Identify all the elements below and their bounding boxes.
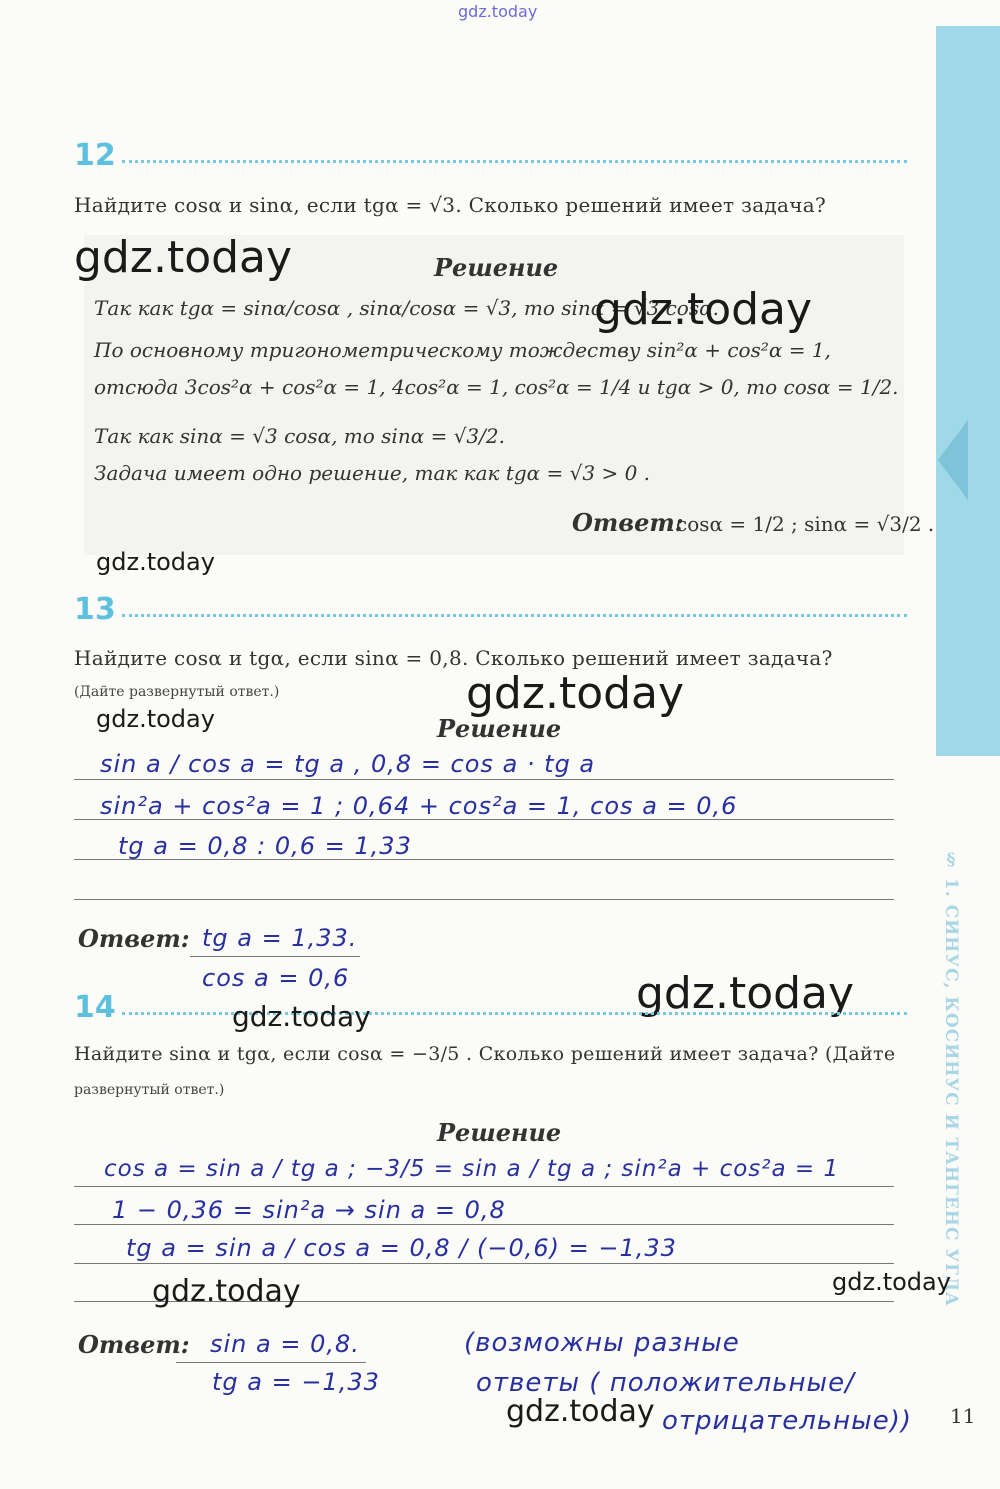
watermark-3: gdz.today <box>96 548 215 576</box>
task-12-question: Найдите cosα и sinα, если tgα = √3. Сколько решений имеет задача? <box>74 193 827 217</box>
chapter-title-vertical: § 1. СИНУС, КОСИНУС И ТАНГЕНС УГЛА <box>941 850 961 1307</box>
task-14-solution-heading: Решение <box>437 1118 562 1147</box>
watermark-6: gdz.today <box>636 968 855 1019</box>
task-14-answer-1: sin a = 0,8. <box>210 1330 360 1358</box>
task-12-line-2: По основному тригонометрическому тождеству sin²α + cos²α = 1, <box>94 338 831 362</box>
watermark-7: gdz.today <box>232 1000 371 1033</box>
task-14-side-note-2: ответы ( положительные/ <box>476 1368 855 1398</box>
task-12-answer: cosα = 1/2 ; sinα = √3/2 . <box>676 512 935 536</box>
task-14-question-cont: развернутый ответ.) <box>74 1082 225 1098</box>
task-14-hand-line-1: cos a = sin a / tg a ; −3/5 = sin a / tg a ; sin²a + cos²a = 1 <box>104 1156 840 1182</box>
task-13-rule-4 <box>74 899 894 900</box>
task-13-solution-heading: Решение <box>437 714 562 743</box>
watermark-2: gdz.today <box>594 284 813 335</box>
task-13-number: 13 <box>74 592 116 627</box>
task-14-hand-line-3: tg a = sin a / cos a = 0,8 / (−0,6) = −1,33 <box>126 1234 677 1262</box>
task-13-answer-2: cos a = 0,6 <box>202 964 350 992</box>
watermark-9: gdz.today <box>832 1268 951 1296</box>
task-13-answer-1: tg a = 1,33. <box>202 924 358 952</box>
task-12-line-1: Так как tgα = sinα/cosα , sinα/cosα = √3, то sinα = √3 cosα. <box>94 296 719 320</box>
task-12-line-4: Так как sinα = √3 cosα, то sinα = √3/2. <box>94 424 505 448</box>
watermark-10: gdz.today <box>506 1394 655 1429</box>
task-14-hand-line-2: 1 − 0,36 = sin²a → sin a = 0,8 <box>112 1196 506 1224</box>
task-14-rule-3 <box>74 1263 894 1264</box>
task-12-divider <box>122 160 907 163</box>
task-14-number: 14 <box>74 990 116 1025</box>
task-13-divider <box>122 614 907 617</box>
task-14-answer-label: Ответ: <box>78 1330 190 1359</box>
page-number: 11 <box>950 1404 976 1428</box>
task-13-answer-rule <box>190 956 360 957</box>
task-13-hand-line-1: sin a / cos a = tg a , 0,8 = cos a · tg a <box>100 750 596 778</box>
task-13-answer-label: Ответ: <box>78 924 190 953</box>
task-14-answer-rule <box>176 1362 366 1363</box>
watermark-5: gdz.today <box>96 705 215 733</box>
task-13-note: (Дайте развернутый ответ.) <box>74 684 280 700</box>
site-header-watermark: gdz.today <box>458 2 538 21</box>
task-12-solution-heading: Решение <box>434 253 559 282</box>
task-12-number: 12 <box>74 138 116 173</box>
task-13-question: Найдите cosα и tgα, если sinα = 0,8. Сколько решений имеет задача? <box>74 646 833 670</box>
task-14-side-note-3: отрицательные)) <box>662 1406 912 1436</box>
task-12-line-3: отсюда 3cos²α + cos²α = 1, 4cos²α = 1, cos²α = 1/4 и tgα > 0, то cosα = 1/2. <box>94 375 899 399</box>
task-13-hand-line-3: tg a = 0,8 : 0,6 = 1,33 <box>118 832 412 860</box>
task-14-question: Найдите sinα и tgα, если cosα = −3/5 . Сколько решений имеет задача? (Дайте <box>74 1043 896 1065</box>
task-14-answer-2: tg a = −1,33 <box>212 1368 380 1396</box>
task-14-rule-1 <box>74 1186 894 1187</box>
task-13-rule-1 <box>74 779 894 780</box>
task-12-answer-label: Ответ: <box>572 508 684 537</box>
task-14-rule-2 <box>74 1224 894 1225</box>
task-13-hand-line-2: sin²a + cos²a = 1 ; 0,64 + cos²a = 1, cos a = 0,6 <box>100 792 738 820</box>
task-12-line-5: Задача имеет одно решение, так как tgα = √3 > 0 . <box>94 461 651 485</box>
side-tab-arrow <box>938 420 968 500</box>
watermark-4: gdz.today <box>466 668 685 719</box>
chapter-side-tab <box>936 26 1000 756</box>
task-14-side-note-1: (возможны разные <box>464 1328 740 1358</box>
watermark-8: gdz.today <box>152 1274 301 1309</box>
watermark-1: gdz.today <box>74 232 293 283</box>
